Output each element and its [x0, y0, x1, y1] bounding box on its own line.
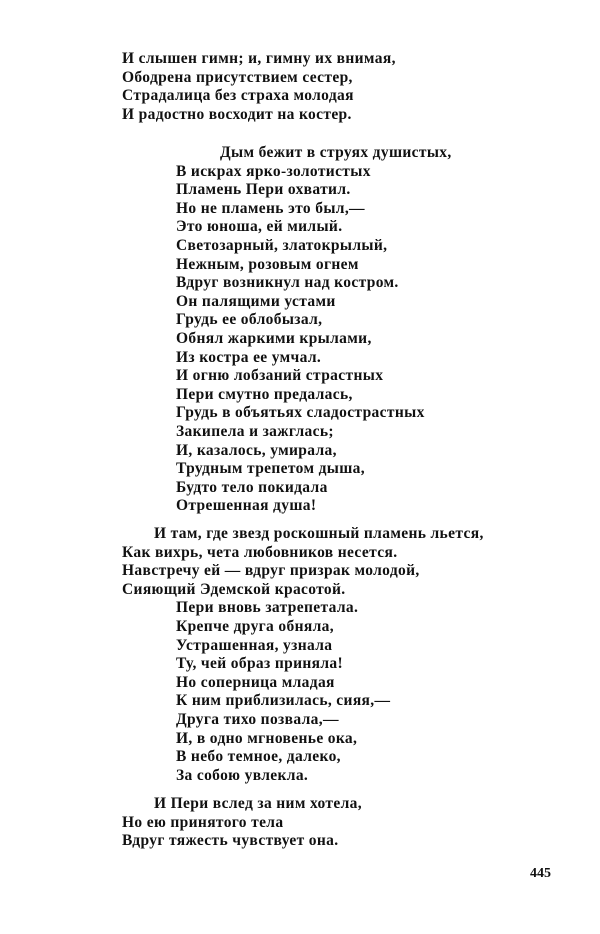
poem-line: В искрах ярко-золотистых: [176, 162, 371, 180]
stanza-1: [122, 50, 396, 124]
poem-line: И огню лобзаний страстных: [176, 367, 384, 385]
poem-line: Обнял жаркими крылами,: [176, 329, 372, 347]
stanza-2: [176, 144, 452, 516]
poem-line: Пламень Пери охватил.: [176, 181, 351, 199]
poem-line: Друга тихо позвала,—: [176, 710, 339, 728]
poem-line: В небо темное, далеко,: [176, 748, 341, 766]
poem-line: Ту, чей образ приняла!: [176, 655, 344, 673]
poem-line: И там, где звезд роскошный пламень льется,: [154, 525, 484, 542]
poem-line: Трудным трепетом дыша,: [176, 460, 366, 478]
poem-line: И, казалось, умирала,: [176, 441, 337, 459]
poem-line: Вдруг тяжесть чувствует она.: [122, 832, 339, 850]
poem-line: За собою увлекла.: [176, 766, 309, 784]
poem-line: Сияющий Эдемской красотой.: [122, 580, 346, 598]
stanza-3: [122, 525, 484, 785]
poem-line: Светозарный, златокрылый,: [176, 236, 388, 254]
poem-line: И слышен гимн; и, гимну их внимая,: [122, 50, 396, 67]
poem-line: Как вихрь, чета любовников несется.: [122, 543, 398, 561]
poem-line: Устрашенная, узнала: [176, 636, 333, 654]
poem-line: Из костра ее умчал.: [176, 348, 322, 366]
poem-line: Пери смутно предалась,: [176, 385, 353, 403]
poem-line: Грудь в объятьях сладострастных: [176, 404, 425, 422]
poem-line: И, в одно мгновенье ока,: [176, 729, 358, 747]
poem-line: Но не пламень это был,—: [176, 199, 365, 217]
poem-line: И Пери вслед за ним хотела,: [154, 795, 362, 812]
poem-line: Навстречу ей — вдруг призрак молодой,: [122, 562, 420, 580]
page-number: 445: [530, 866, 551, 881]
poem-line: Он палящими устами: [176, 292, 336, 310]
poem-line: Дым бежит в струях душистых,: [220, 144, 452, 161]
poem-line: Пери вновь затрепетала.: [176, 599, 359, 617]
poem-line: Вдруг возникнул над костром.: [176, 274, 399, 292]
poem-line: Но ею принятого тела: [122, 813, 284, 831]
poem-line: К ним приблизилась, сияя,—: [176, 692, 391, 710]
poem-line: Ободрена присутствием сестер,: [122, 68, 353, 86]
poem-line: Но соперница младая: [176, 673, 335, 691]
poem-line: И радостно восходит на костер.: [122, 105, 352, 123]
poem-line: Отрешенная душа!: [176, 497, 317, 515]
poem-line: Это юноша, ей милый.: [176, 218, 343, 236]
poem-line: Крепче друга обняла,: [176, 617, 334, 635]
poem-line: Грудь ее облобызал,: [176, 311, 323, 329]
stanza-4: [122, 795, 362, 851]
poem-line: Закипела и зажглась;: [176, 422, 334, 440]
poem-line: Будто тело покидала: [176, 478, 328, 496]
poem-line: Нежным, розовым огнем: [176, 255, 359, 273]
poem-line: Страдалица без страха молодая: [122, 87, 354, 105]
